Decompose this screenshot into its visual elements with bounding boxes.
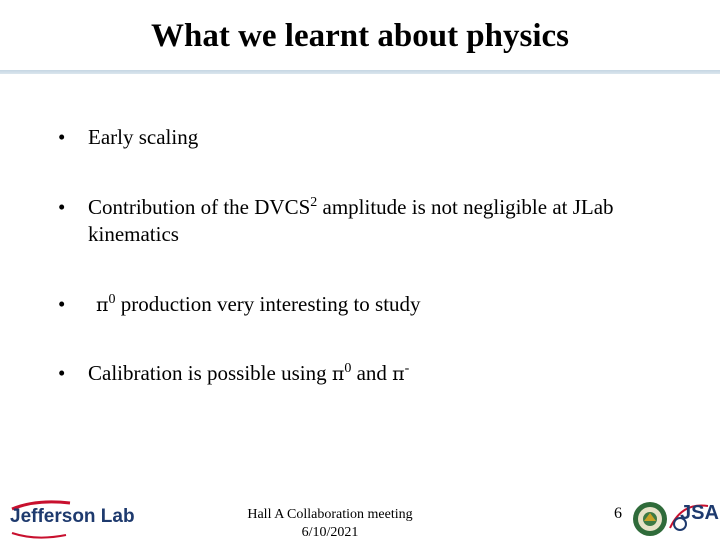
superscript: - [404,361,410,376]
bullet-text [96,291,696,319]
bullet-marker: • [58,292,66,316]
bullet-marker: • [58,361,66,385]
pi-symbol: π [392,363,405,385]
superscript: 2 [310,195,318,210]
pi-symbol: π [96,294,109,316]
bullet-text-part: amplitude is not negligible at JLab kinematics [88,195,614,246]
footer-meeting-info [230,506,430,542]
bullet-text [88,360,688,388]
bullet-text-part: production very interesting to study [115,292,421,316]
superscript: 0 [108,292,116,307]
slide-title: What we learnt about physics [150,18,570,54]
bullet-text-part: and [351,361,393,385]
jlab-logo-text: Jefferson Lab [10,506,135,527]
bullet-marker: • [58,125,66,149]
footer-date: 6/10/2021 [301,525,359,540]
page-number: 6 [614,505,622,522]
footer-line-1: Hall A Collaboration meeting [247,507,413,522]
title-underline [0,70,720,74]
pi-symbol: π [331,363,345,385]
doe-seal-icon [632,500,668,538]
bullet-text-part: Calibration is possible using [88,361,332,385]
bullet-marker: • [58,195,66,219]
bullet-text-part: Contribution of the DVCS [88,195,311,219]
bullet-text [88,194,688,248]
bullet-text: Early scaling [88,125,199,149]
jsa-logo [668,498,720,538]
superscript: 0 [344,361,352,376]
jefferson-lab-logo [6,497,146,539]
jsa-logo-text: JSA [680,502,719,524]
